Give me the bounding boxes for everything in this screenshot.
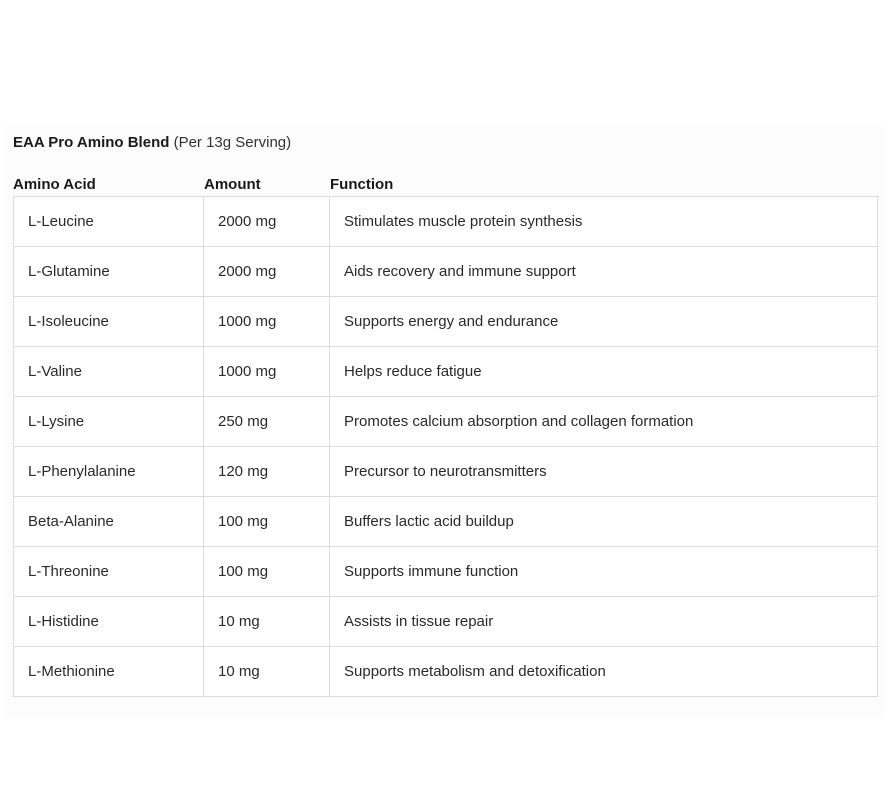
function-cell: Aids recovery and immune support	[330, 247, 878, 297]
table-row	[14, 247, 878, 297]
table-row	[14, 647, 878, 697]
table-row	[14, 397, 878, 447]
amino-acid-cell: L-Isoleucine	[14, 297, 204, 347]
table-row	[14, 197, 878, 247]
function-cell: Assists in tissue repair	[330, 597, 878, 647]
table-title-serving: (Per 13g Serving)	[173, 134, 292, 151]
amount-cell: 100 mg	[204, 547, 330, 597]
function-cell: Promotes calcium absorption and collagen formation	[330, 397, 878, 447]
function-cell: Supports immune function	[330, 547, 878, 597]
table-title	[13, 133, 291, 153]
header-amino-acid: Amino Acid	[13, 176, 96, 193]
function-cell: Precursor to neurotransmitters	[330, 447, 878, 497]
table-row	[14, 297, 878, 347]
amount-cell: 2000 mg	[204, 197, 330, 247]
amino-acid-cell: L-Phenylalanine	[14, 447, 204, 497]
table-title-main: EAA Pro Amino Blend	[13, 134, 170, 151]
amino-acid-cell: L-Threonine	[14, 547, 204, 597]
amount-cell: 10 mg	[204, 597, 330, 647]
header-function: Function	[330, 176, 394, 193]
amount-cell: 2000 mg	[204, 247, 330, 297]
function-cell: Supports metabolism and detoxification	[330, 647, 878, 697]
function-cell: Supports energy and endurance	[330, 297, 878, 347]
amino-acid-cell: L-Lysine	[14, 397, 204, 447]
table-row	[14, 347, 878, 397]
function-cell: Stimulates muscle protein synthesis	[330, 197, 878, 247]
table-row	[14, 597, 878, 647]
function-cell: Buffers lactic acid buildup	[330, 497, 878, 547]
amino-acid-cell: L-Leucine	[14, 197, 204, 247]
amino-acid-cell: L-Methionine	[14, 647, 204, 697]
amount-cell: 250 mg	[204, 397, 330, 447]
header-amount: Amount	[204, 176, 261, 193]
table-row	[14, 497, 878, 547]
amino-acid-cell: Beta-Alanine	[14, 497, 204, 547]
amount-cell: 10 mg	[204, 647, 330, 697]
amount-cell: 100 mg	[204, 497, 330, 547]
amount-cell: 1000 mg	[204, 347, 330, 397]
amount-cell: 1000 mg	[204, 297, 330, 347]
amino-acid-cell: L-Glutamine	[14, 247, 204, 297]
amino-acid-cell: L-Valine	[14, 347, 204, 397]
amino-acid-cell: L-Histidine	[14, 597, 204, 647]
table-row	[14, 447, 878, 497]
function-cell: Helps reduce fatigue	[330, 347, 878, 397]
table-row	[14, 547, 878, 597]
amino-blend-table	[13, 196, 878, 697]
amount-cell: 120 mg	[204, 447, 330, 497]
